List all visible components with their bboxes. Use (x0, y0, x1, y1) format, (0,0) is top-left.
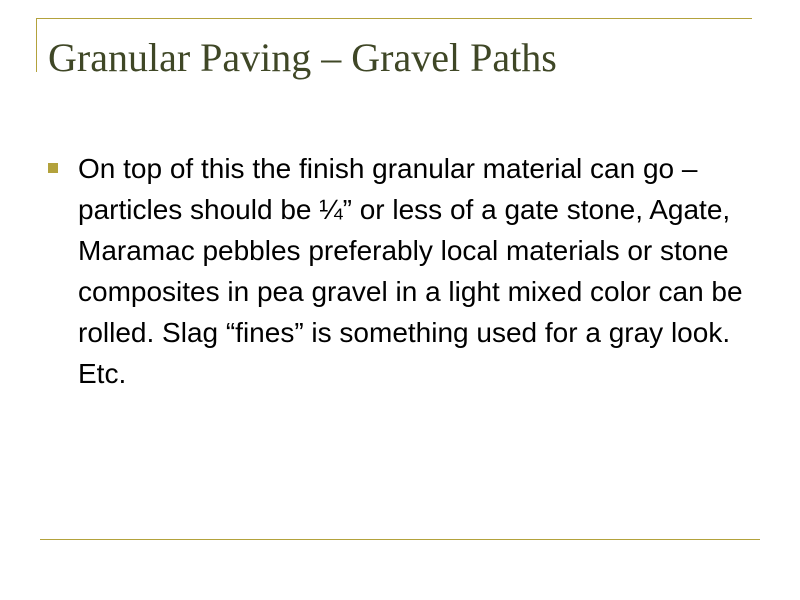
bullet-item (48, 148, 748, 394)
slide-title: Granular Paving – Gravel Paths (48, 35, 557, 80)
bullet-list (48, 148, 748, 394)
left-rule (36, 18, 37, 72)
square-bullet-icon (48, 163, 58, 173)
bottom-rule (40, 539, 760, 540)
bullet-text: On top of this the finish granular material can go – particles should be ¼” or less of a gate stone, Agate, Maramac pebbles preferably local materials or stone composites in pea gravel in a light mixed color can be rolled. Slag “fines” is something used for a gray look. Etc. (78, 153, 743, 389)
top-rule (36, 18, 752, 19)
